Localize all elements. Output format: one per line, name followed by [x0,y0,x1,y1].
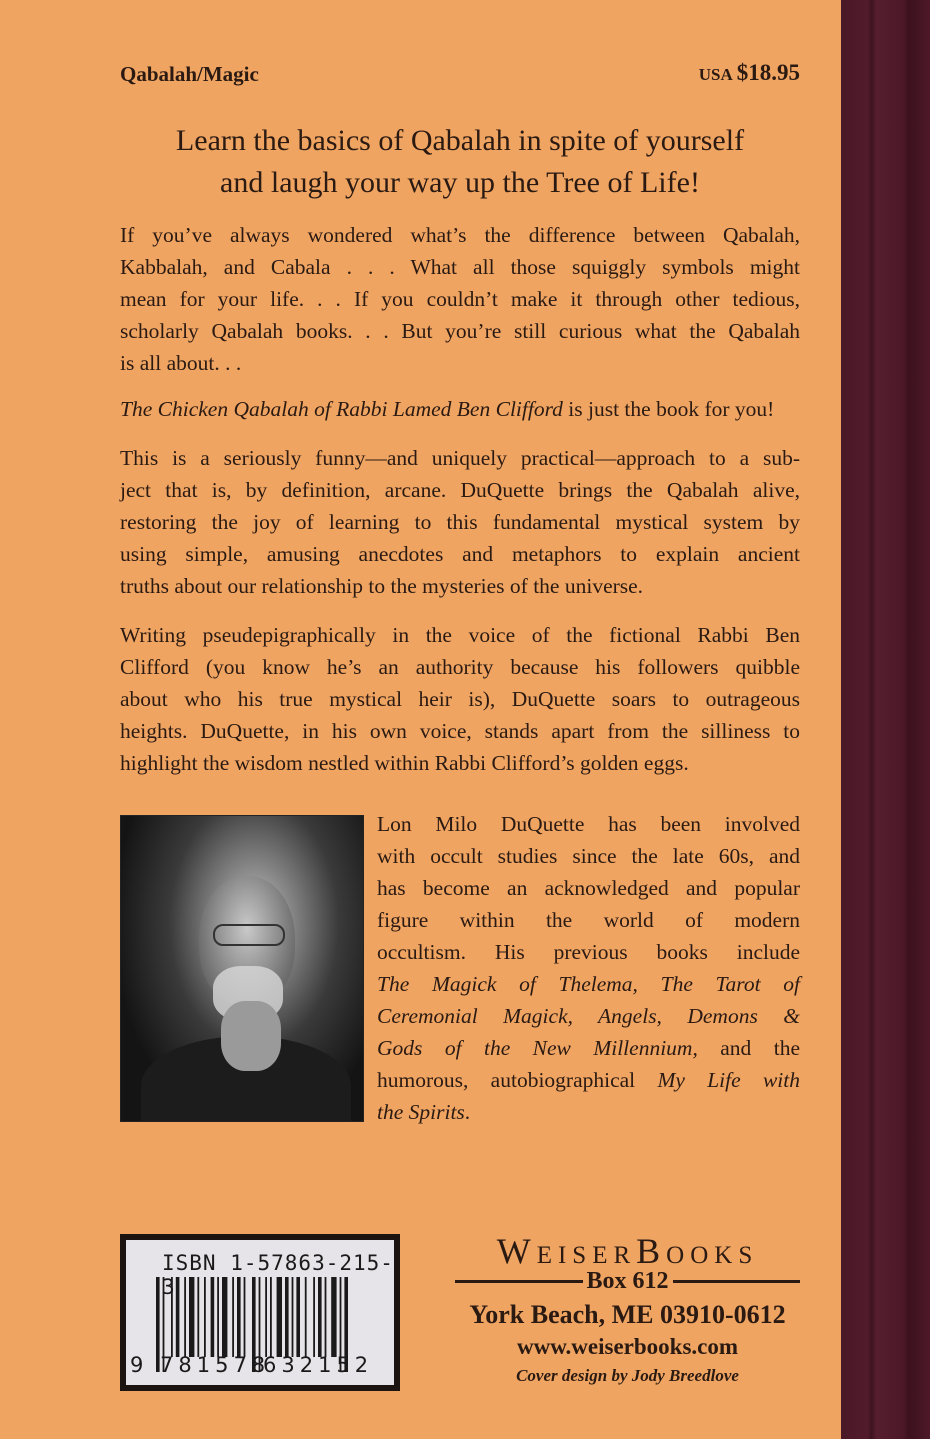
headline-line: and laugh your way up the Tree of Life! [220,166,700,199]
price-currency: USA [698,65,733,84]
text-segment: restoring the joy of learning to this fundamental mystical system by [120,510,800,534]
text-segment: scholarly Qabalah books. . . But you’re still curious what the Qabalah [120,319,800,343]
barcode-digits-right: 632152 [263,1353,374,1377]
text-segment: about who his true mystical heir is), DuQuette soars to outrageous [120,687,800,711]
text-segment: Kabbalah, and Cabala . . . What all those squiggly symbols might [120,255,800,279]
text-segment: using simple, amusing anecdotes and metaphors to explain ancient [120,542,800,566]
price-label [699,60,800,86]
text-segment: . [464,1100,471,1124]
text-line [377,1032,800,1064]
text-line [120,651,800,683]
isbn-barcode [120,1234,400,1391]
text-line [120,283,800,315]
text-line [120,251,800,283]
text-segment: is all about. . . [120,351,242,375]
text-segment: heights. DuQuette, in his own voice, stands apart from the silliness to [120,719,800,743]
text-segment: mean for your life. . . If you couldn’t make it through other tedious, [120,287,800,311]
text-line [120,442,800,474]
text-line [377,968,800,1000]
text-line [120,570,800,602]
barcode-digit-first: 9 [130,1353,149,1377]
text-line [377,1064,800,1096]
headline [120,120,800,204]
italic-title: The Magick of Thelema, The Tarot of [377,972,800,996]
text-line [377,872,800,904]
text-segment: has become an acknowledged and popular [377,876,800,900]
text-line [120,715,800,747]
text-segment: figure within the world of modern [377,908,800,932]
text-line [120,538,800,570]
text-line [120,347,800,379]
italic-title: Gods of the New Millennium, [377,1036,698,1060]
italic-title: The Chicken Qabalah of Rabbi Lamed Ben Clifford [120,397,563,421]
text-line [120,219,800,251]
text-line [377,808,800,840]
headline-line: Learn the basics of Qabalah in spite of yourself [175,124,745,157]
text-segment: and the [697,1036,800,1060]
text-segment: Lon Milo DuQuette has been involved [377,812,800,836]
text-segment: ject that is, by definition, arcane. DuQuette brings the Qabalah alive, [120,478,800,502]
text-line [120,474,800,506]
price-value: $18.95 [736,60,800,85]
cover-design-credit: Cover design by Jody Breedlove [516,1366,739,1385]
text-segment: humorous, autobiographical [377,1068,658,1092]
text-segment: This is a seriously funny—and uniquely practical—approach to a sub- [120,446,800,470]
italic-title: Ceremonial Magick, Angels, Demons & [377,1004,800,1028]
text-line [377,1096,800,1128]
text-line [120,619,800,651]
text-line [377,840,800,872]
publisher-address: York Beach, ME 03910-0612 [469,1300,786,1329]
author-photo [120,815,364,1122]
publisher-box-text: Box 612 [586,1268,669,1294]
text-segment: If you’ve always wondered what’s the difference between Qabalah, [120,223,800,247]
text-line [120,747,800,779]
text-segment: is just the book for you! [562,397,775,421]
text-line [120,315,800,347]
text-line [120,506,800,538]
text-segment: highlight the wisdom nestled within Rabbi Clifford’s golden eggs. [120,751,689,775]
publisher-name: WeiserBooks [496,1231,759,1271]
barcode-digits-left: 781578 [160,1353,271,1377]
isbn-text: ISBN 1-57863-215-3 [162,1251,394,1299]
text-line [377,904,800,936]
text-segment: Writing pseudepigraphically in the voice of the fictional Rabbi Ben [120,623,800,647]
book-spine [841,0,930,1439]
text-line [377,1000,800,1032]
text-line [120,683,800,715]
publisher-website: www.weiserbooks.com [516,1334,739,1359]
italic-title: the Spirits [377,1100,465,1124]
text-segment: occultism. His previous books include [377,940,800,964]
publisher-box [455,1268,800,1295]
text-segment: Clifford (you know he’s an authority because his followers quibble [120,655,800,679]
text-segment: truths about our relationship to the mysteries of the universe. [120,574,644,598]
italic-title: My Life with [657,1068,800,1092]
text-segment: with occult studies since the late 60s, and [377,844,800,868]
text-line [120,393,800,425]
category-label: Qabalah/Magic [120,62,259,86]
text-line [377,936,800,968]
